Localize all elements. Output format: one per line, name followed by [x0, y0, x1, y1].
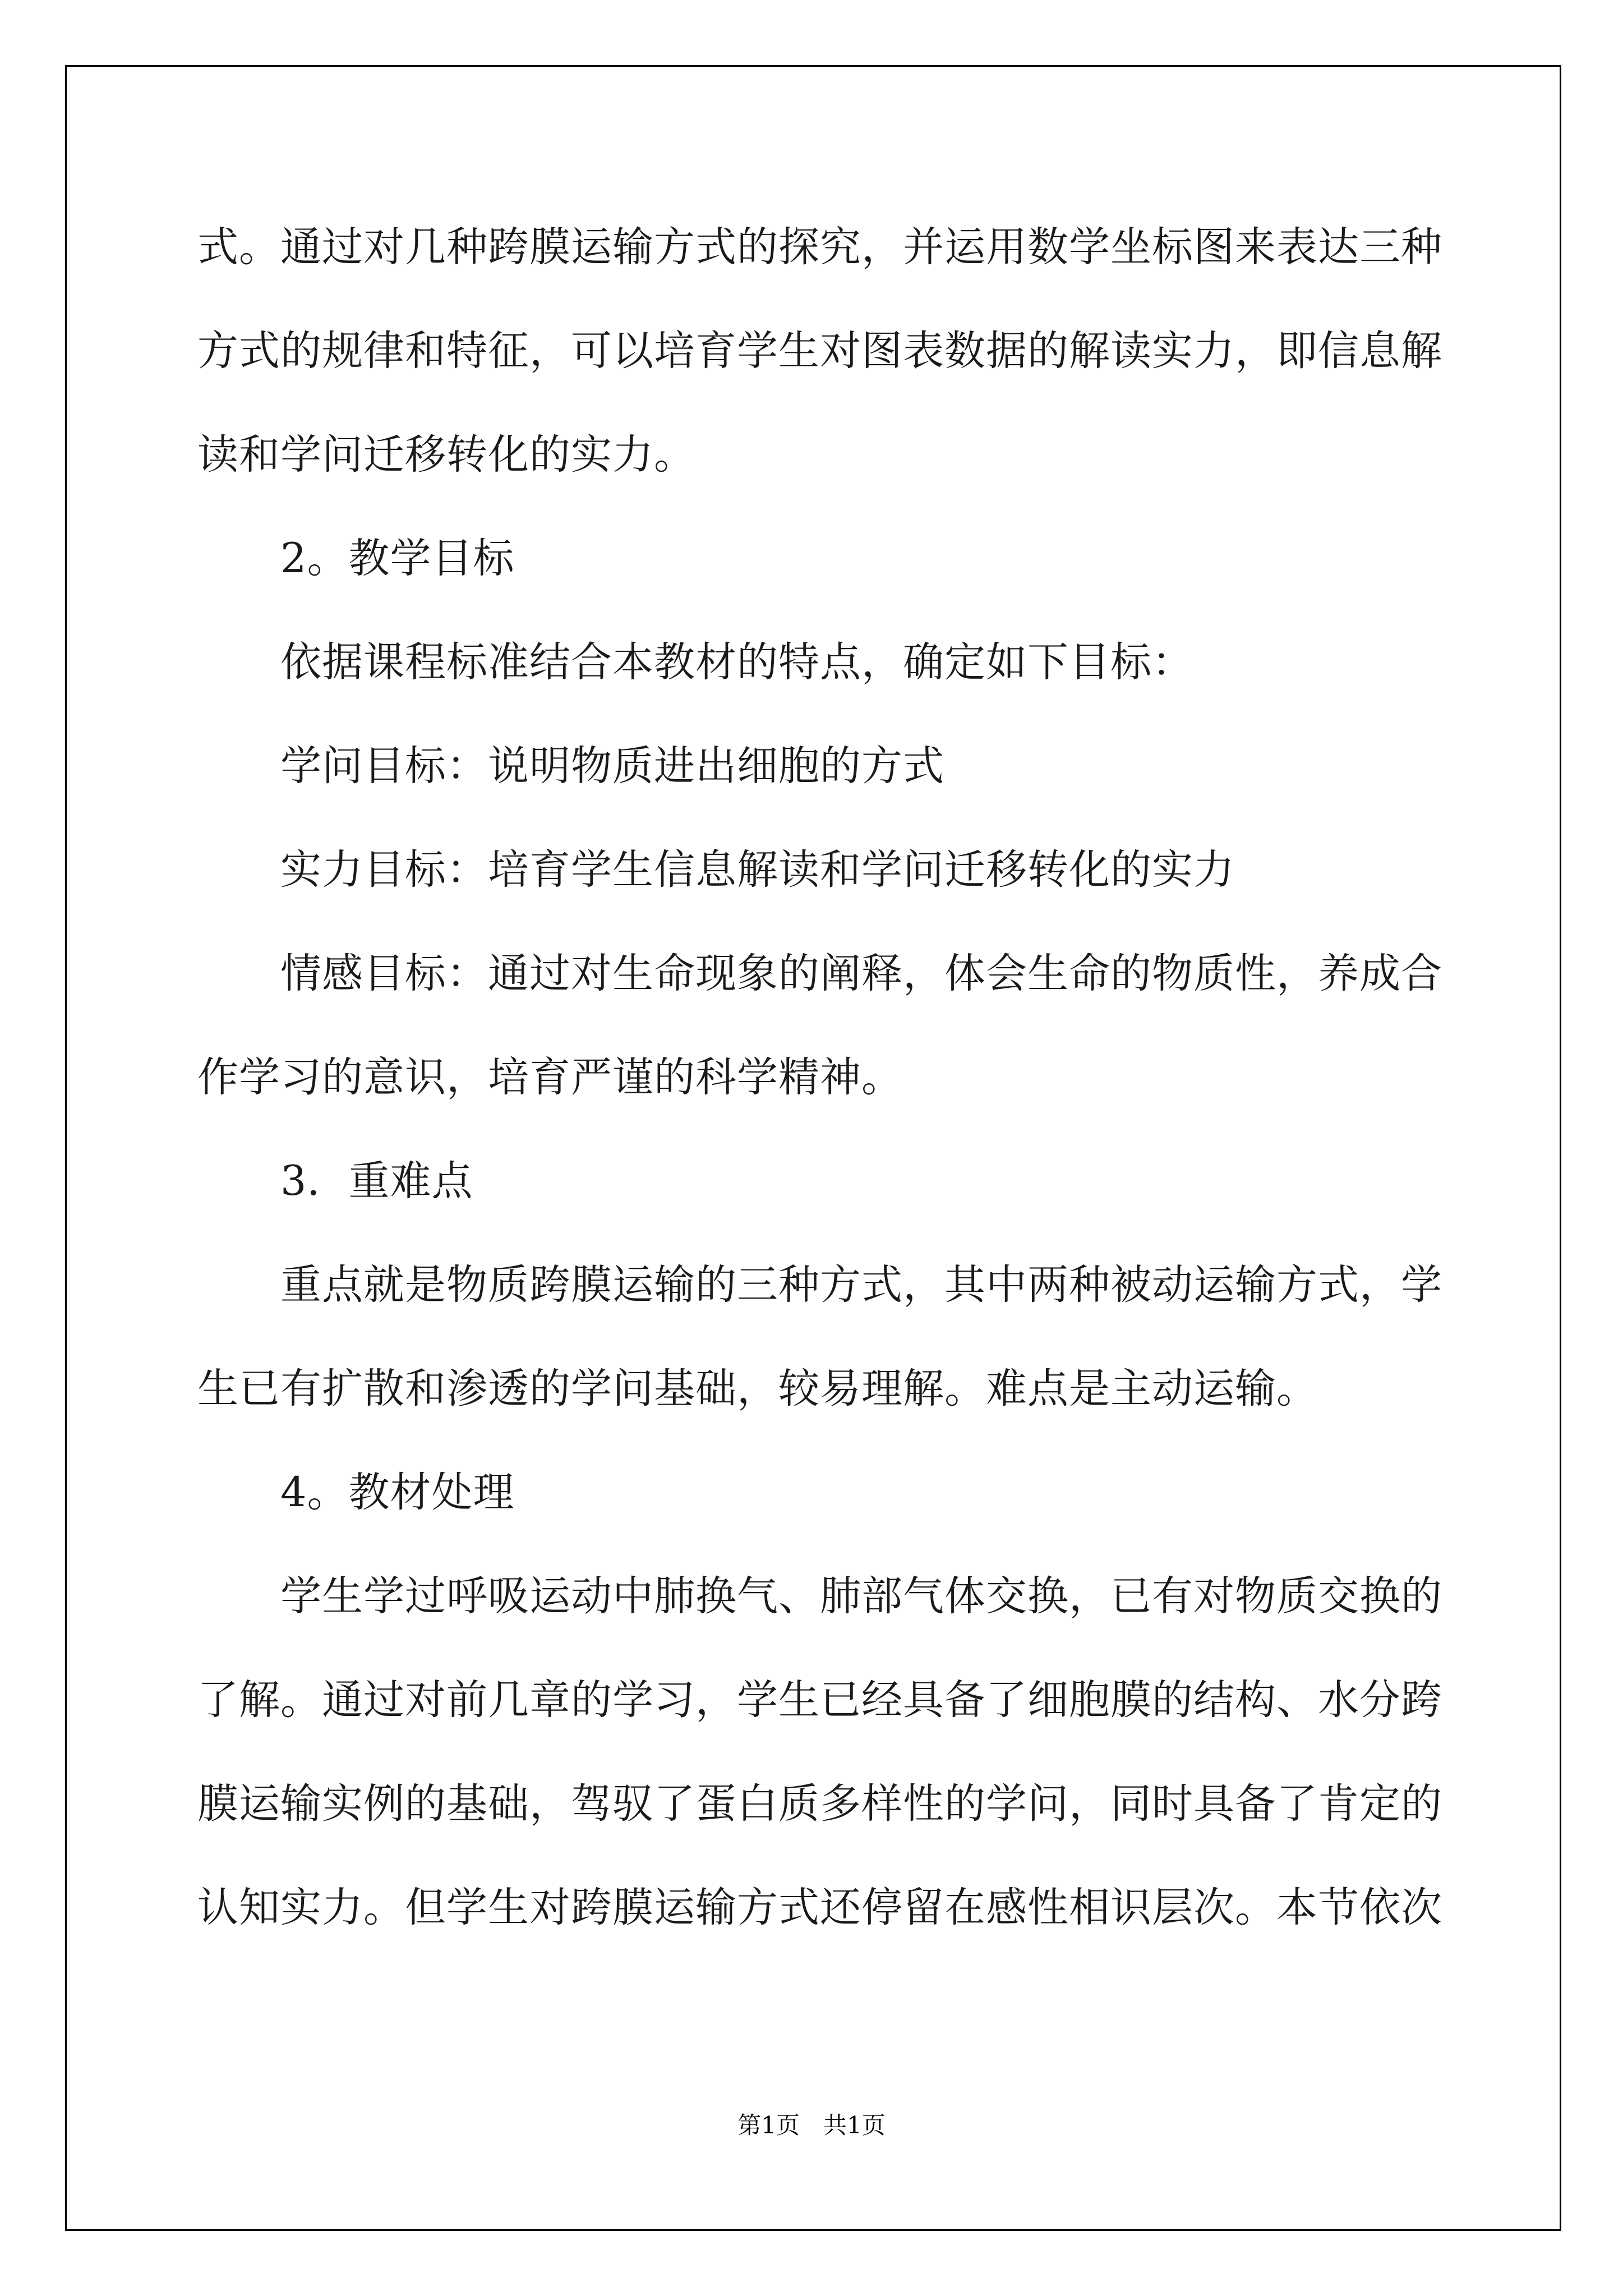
section-heading: 3．重难点 — [280, 1157, 473, 1205]
text-line: 实力目标：培育学生信息解读和学问迁移转化的实力 — [280, 846, 1235, 894]
page-number-footer: 第1页 共1页 — [737, 2111, 886, 2139]
text-line: 学问目标：说明物质进出细胞的方式 — [280, 742, 944, 790]
text-line: 重点就是物质跨膜运输的三种方式，其中两种被动运输方式，学 — [280, 1261, 1442, 1309]
text-line: 了解。通过对前几章的学习，学生已经具备了细胞膜的结构、水分跨 — [197, 1676, 1442, 1724]
text-line: 式。通过对几种跨膜运输方式的探究，并运用数学坐标图来表达三种 — [197, 223, 1442, 271]
text-line: 膜运输实例的基础，驾驭了蛋白质多样性的学问，同时具备了肯定的 — [197, 1780, 1442, 1828]
text-line: 情感目标：通过对生命现象的阐释，体会生命的物质性，养成合 — [280, 950, 1442, 997]
text-line: 作学习的意识，培育严谨的科学精神。 — [197, 1053, 903, 1101]
text-line: 方式的规律和特征，可以培育学生对图表数据的解读实力，即信息解 — [197, 327, 1442, 375]
section-heading: 2。教学目标 — [280, 535, 515, 582]
section-heading: 4。教材处理 — [280, 1469, 515, 1516]
text-line: 读和学问迁移转化的实力。 — [197, 431, 695, 478]
text-line: 学生学过呼吸运动中肺换气、肺部气体交换，已有对物质交换的 — [280, 1572, 1442, 1620]
text-line: 认知实力。但学生对跨膜运输方式还停留在感性相识层次。本节依次 — [197, 1884, 1442, 1931]
text-line: 生已有扩散和渗透的学问基础，较易理解。难点是主动运输。 — [197, 1365, 1318, 1412]
text-line: 依据课程标准结合本教材的特点，确定如下目标： — [280, 638, 1193, 686]
